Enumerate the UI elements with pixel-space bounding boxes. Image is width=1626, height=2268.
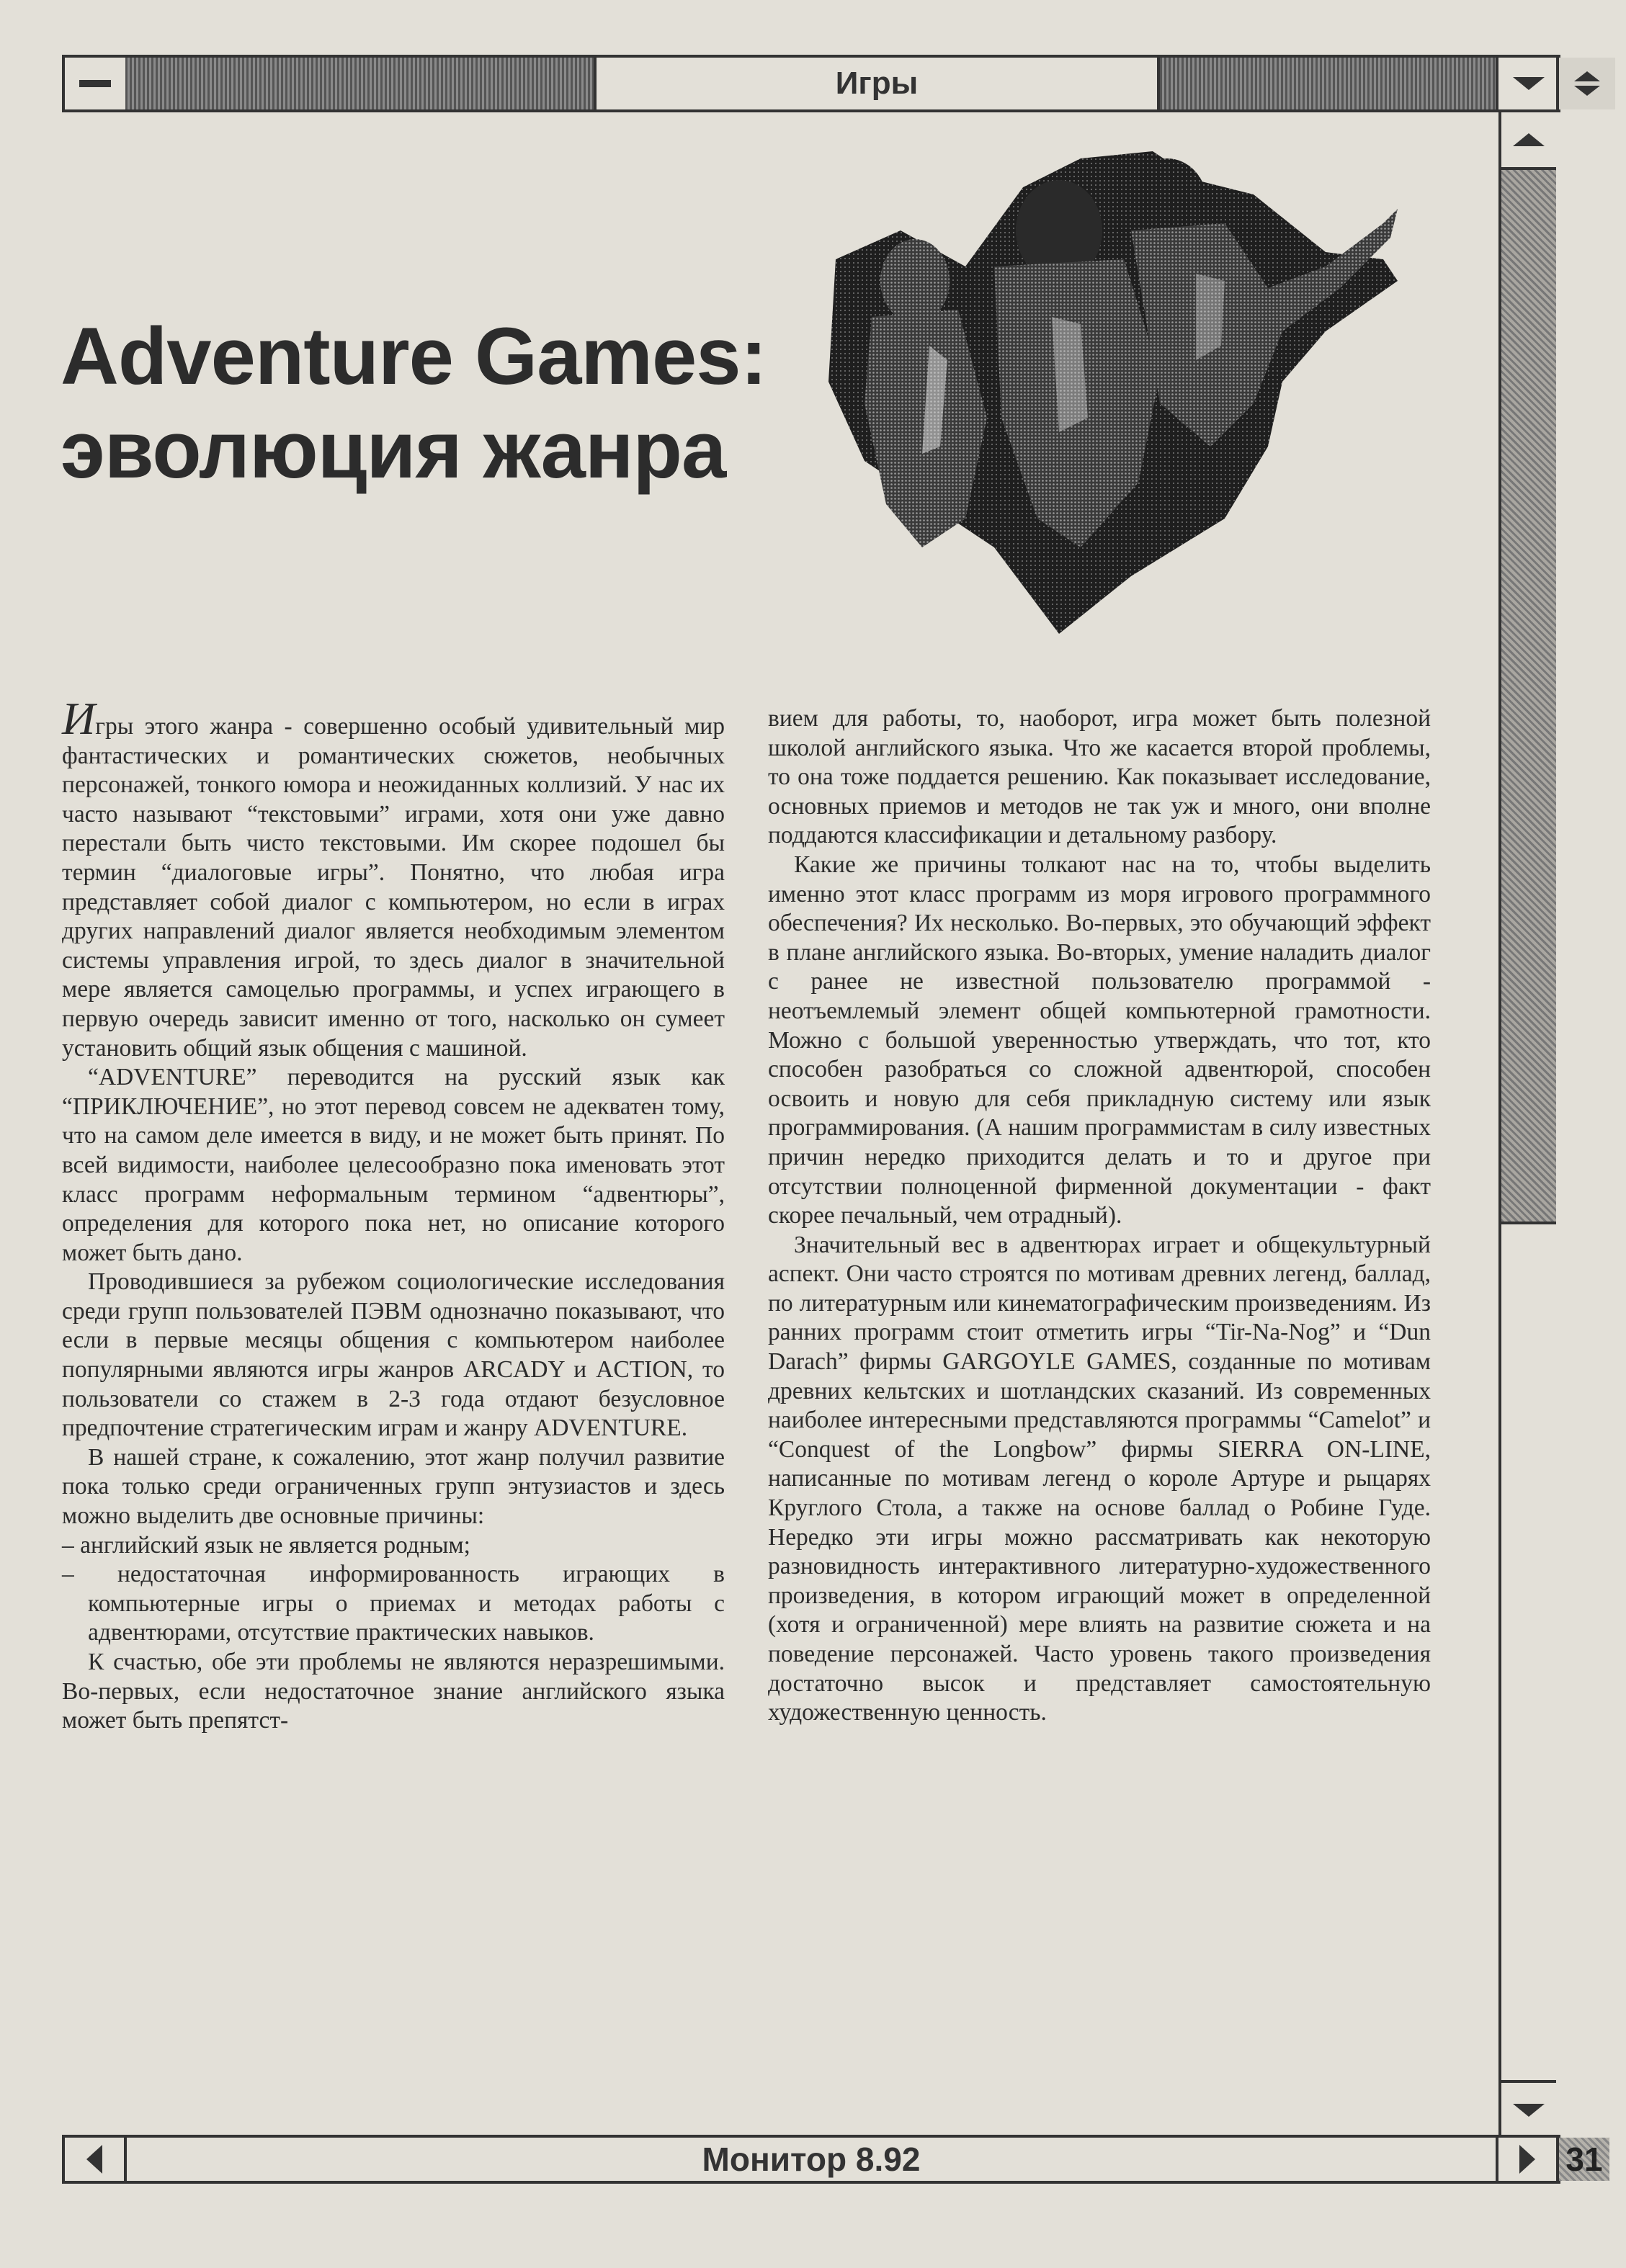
scroll-up-button[interactable]: [1501, 112, 1556, 170]
triangle-up-icon: [1574, 71, 1600, 81]
list-item: – английский язык не является родным;: [62, 1531, 470, 1559]
triangle-right-icon: [1519, 2145, 1535, 2174]
minimize-button[interactable]: [1496, 58, 1559, 109]
paragraph: “ADVENTURE” переводится на русский язык как “ПРИКЛЮЧЕНИЕ”, но этот перевод совсем не адекватен тому, что на самом деле имеется в виду, и не может быть принят. По всей видимости, наиболее целесообразно пока именовать этот класс программ неформальным термином “адвентюры”, определения для которого пока нет, но описание которого может быть дано.: [62, 1064, 725, 1266]
heading-line-2: эволюция жанра: [61, 405, 726, 495]
article-column-right: [768, 704, 1431, 1728]
triangle-up-icon: [1513, 133, 1545, 146]
triangle-down-icon: [1574, 86, 1600, 96]
paragraph: Значительный вес в адвентюрах играет и общекультурный аспект. Они часто строятся по мотивам древних легенд, баллад, по литературным или кинематографическим произведениям. Из ранних программ стоит отметить игры “Tir-Na-Nog” и “Dun Darach” фирмы GARGOYLE GAMES, созданные по мотивам древних кельтских и шотландских сказаний. Из современных наиболее интересными представляются программы “Camelot” и “Conquest of the Longbow” фирмы SIERRA ON-LINE, написанные по мотивам легенд о короле Артуре и рыцарях Круглого Стола, а также на основе баллад о Робине Гуде. Нередко эти игры можно рассматривать как некоторую разновидность интерактивного литературно-художественного произведения, в котором играющий может в определенной (хотя и ограниченной) мере влиять на развитие сюжета и на поведение персонажей. Часто уровень такого произведения достаточно высок и представляет самостоятельную художественную ценность.: [768, 1231, 1431, 1726]
triangle-left-icon: [86, 2145, 102, 2174]
article-column-left: [62, 693, 725, 1736]
restore-button[interactable]: [1556, 58, 1615, 109]
paragraph: К счастью, обе эти проблемы не являются неразрешимыми. Во-первых, если недостаточное знание английского языка может быть препятст-: [62, 1649, 725, 1734]
paragraph: Проводившиеся за рубежом социологические исследования среди групп пользователей ПЭВМ однозначно показывают, что если в первые месяцы общения с компьютером наиболее популярными являются игры жанров ARCADY и ACTION, то пользователи со стажем в 2-3 года отдают безусловное предпочтение стратегическим играм и жанру ADVENTURE.: [62, 1268, 725, 1442]
horizontal-scrollbar: [62, 2135, 1603, 2184]
triangle-down-icon: [1513, 77, 1545, 90]
window-titlebar: [62, 55, 1560, 112]
window-title: Игры: [835, 66, 919, 101]
triangle-down-icon: [1513, 2104, 1545, 2117]
footer-title: Монитор 8.92: [702, 2141, 921, 2178]
article-heading: [61, 310, 853, 497]
list-item: – недостаточная информированность играющих в компьютерные игры о приемах и методах работы с адвентюрами, отсутствие практических навыков.: [62, 1561, 725, 1646]
scroll-thumb[interactable]: [1501, 170, 1556, 1224]
vertical-scrollbar[interactable]: [1498, 112, 1556, 2138]
paragraph: Какие же причины толкают нас на то, чтобы выделить именно этот класс программ из моря игрового программного обеспечения? Их несколько. Во-первых, это обучающий эффект в плане английского языка. Во-вторых, умение наладить диалог с ранее не известной пользователю программой - неотъемлемый элемент общей компьютерной грамотности. Можно с большой уверенностью утверждать, что тот, кто способен разобраться со сложной адвентюрой, способен освоить и новую для себя прикладную систему или язык программирования. (А нашим программистам в силу известных причин нередко приходится делать и то и другое при отсутствии полноценной фирменной документации - факт скорее печальный, чем отрадный).: [768, 851, 1431, 1229]
drop-cap: И: [62, 693, 96, 744]
titlebar-pattern-left: [125, 58, 597, 109]
scroll-right-button[interactable]: [1496, 2138, 1556, 2181]
fantasy-figures-illustration: [821, 144, 1434, 634]
paragraph-text: гры этого жанра - совершенно особый удивительный мир фантастических и романтических сюжетов, необычных персонажей, тонкого юмора и неожиданных коллизий. У нас их часто называют “текстовыми” играми, хотя они уже давно перестали быть чисто текстовыми. Им скорее подошел бы термин “диалоговые игры”. Понятно, что любая игра представляет собой диалог с компьютером, но если в играх других направлений диалог является необходимым элементом системы управления игрой, то здесь диалог в значительной мере является самоцелью программы, и успех играющего в первую очередь зависит именно от того, насколько он сумеет установить общий язык общения с машиной.: [62, 713, 725, 1062]
scroll-left-button[interactable]: [65, 2138, 127, 2181]
scroll-down-button[interactable]: [1501, 2080, 1556, 2138]
control-menu-button[interactable]: [65, 58, 128, 109]
heading-line-1: Adventure Games:: [61, 311, 767, 401]
titlebar-pattern-right: [1157, 58, 1498, 109]
page-number: 31: [1556, 2138, 1609, 2181]
paragraph: [62, 693, 725, 1063]
paragraph: вием для работы, то, наоборот, игра может быть полезной школой английского языка. Что же касается второй проблемы, то она тоже поддается решению. Как показывает исследование, основных приемов и методов не так уж и много, они вполне поддаются классификации и детальному разбору.: [768, 705, 1431, 849]
paragraph: В нашей стране, к сожалению, этот жанр получил развитие пока только среди ограниченных групп энтузиастов и здесь можно выделить две основные причины:: [62, 1443, 725, 1530]
reasons-list: [62, 1531, 725, 1648]
dash-icon: [79, 80, 111, 87]
